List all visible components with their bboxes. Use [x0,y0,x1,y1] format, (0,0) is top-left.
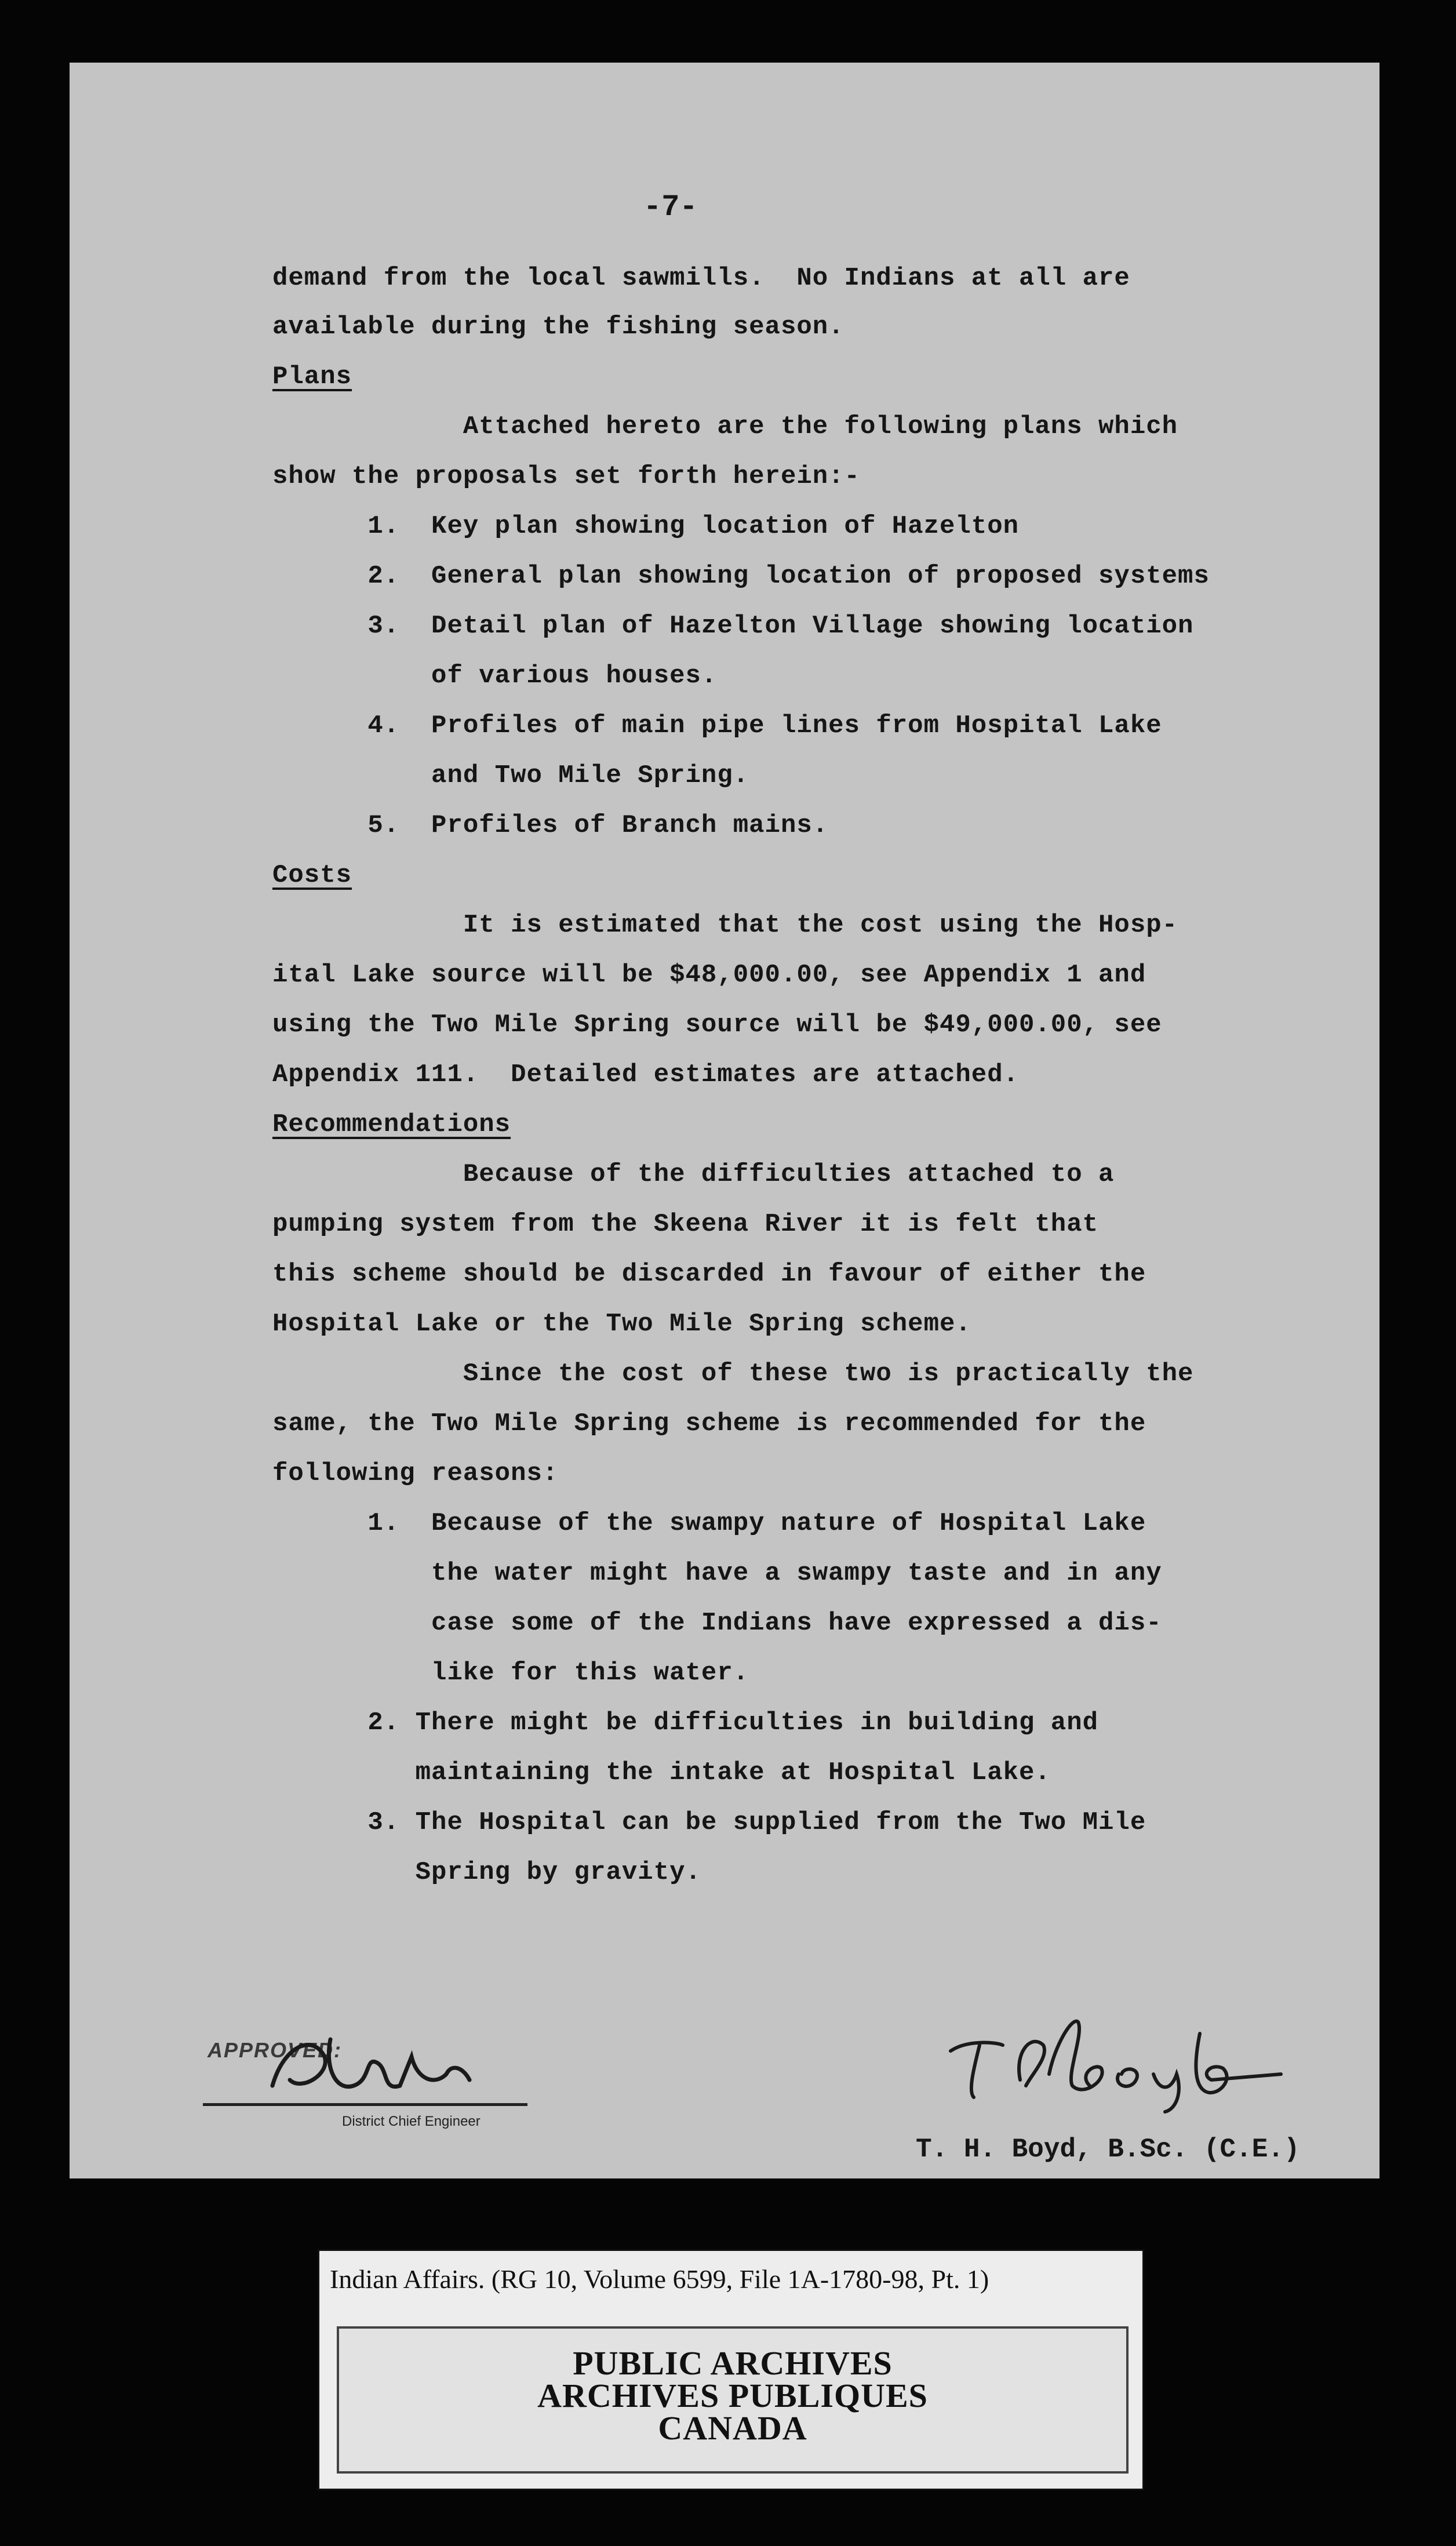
section-heading-costs: Costs [272,861,352,890]
text-line: It is estimated that the cost using the Hosp- [272,911,1178,940]
list-item-continued: case some of the Indians have expressed a dis- [272,1609,1162,1638]
author-signature [933,2010,1293,2115]
text-line: using the Two Mile Spring source will be $49,000.00, see [272,1010,1162,1039]
approver-title: District Chief Engineer [342,2114,481,2129]
document-page [70,63,1379,2178]
text-line: Appendix 111. Detailed estimates are attached. [272,1060,1020,1089]
list-item-continued: of various houses. [272,661,718,690]
text-line: show the proposals set forth herein:- [272,462,860,491]
section-heading-plans: Plans [272,362,352,391]
text-line: ital Lake source will be $48,000.00, see Appendix 1 and [272,961,1146,990]
stamp-line-2: ARCHIVES PUBLIQUES [537,2377,928,2414]
archive-reference: Indian Affairs. (RG 10, Volume 6599, File 1A-1780-98, Pt. 1) [330,2264,989,2294]
list-item-continued: like for this water. [272,1658,749,1687]
list-item: 2. There might be difficulties in building and [272,1708,1099,1737]
list-item: 1. Key plan showing location of Hazelton [272,512,1020,541]
approved-label: APPROVED: [208,2038,343,2062]
list-item-continued: Spring by gravity. [272,1858,701,1887]
list-item: 5. Profiles of Branch mains. [272,811,829,840]
list-item-continued: and Two Mile Spring. [272,761,749,790]
approver-signature [261,2022,504,2109]
archive-label [318,2249,1144,2490]
list-item: 3. Detail plan of Hazelton Village showing location [272,612,1194,641]
list-item: 4. Profiles of main pipe lines from Hospital Lake [272,711,1162,740]
text-line: following reasons: [272,1459,559,1488]
text-line: Since the cost of these two is practically the [272,1359,1194,1388]
text-line: Hospital Lake or the Two Mile Spring scheme. [272,1310,971,1339]
text-line: demand from the local sawmills. No Indians at all are [272,264,1130,293]
signature-line [203,2103,527,2106]
text-line: pumping system from the Skeena River it is felt that [272,1210,1099,1239]
text-line: available during the fishing season. [272,312,845,341]
text-line: Because of the difficulties attached to a [272,1160,1115,1189]
list-item: 2. General plan showing location of proposed systems [272,562,1210,591]
stamp-line-3: CANADA [658,2409,807,2447]
text-line: same, the Two Mile Spring scheme is recommended for the [272,1409,1146,1438]
list-item-continued: the water might have a swampy taste and in any [272,1559,1162,1588]
author-name: T. H. Boyd, B.Sc. (C.E.) [916,2134,1300,2165]
list-item-continued: maintaining the intake at Hospital Lake. [272,1758,1051,1787]
archive-stamp [337,2326,1129,2474]
list-item: 1. Because of the swampy nature of Hospital Lake [272,1509,1146,1538]
section-heading-recommendations: Recommendations [272,1110,511,1139]
text-line: this scheme should be discarded in favour of either the [272,1260,1146,1289]
list-item: 3. The Hospital can be supplied from the Two Mile [272,1808,1146,1837]
text-line: Attached hereto are the following plans which [272,412,1178,441]
page-number: -7- [643,190,698,224]
stamp-line-1: PUBLIC ARCHIVES [573,2344,893,2382]
